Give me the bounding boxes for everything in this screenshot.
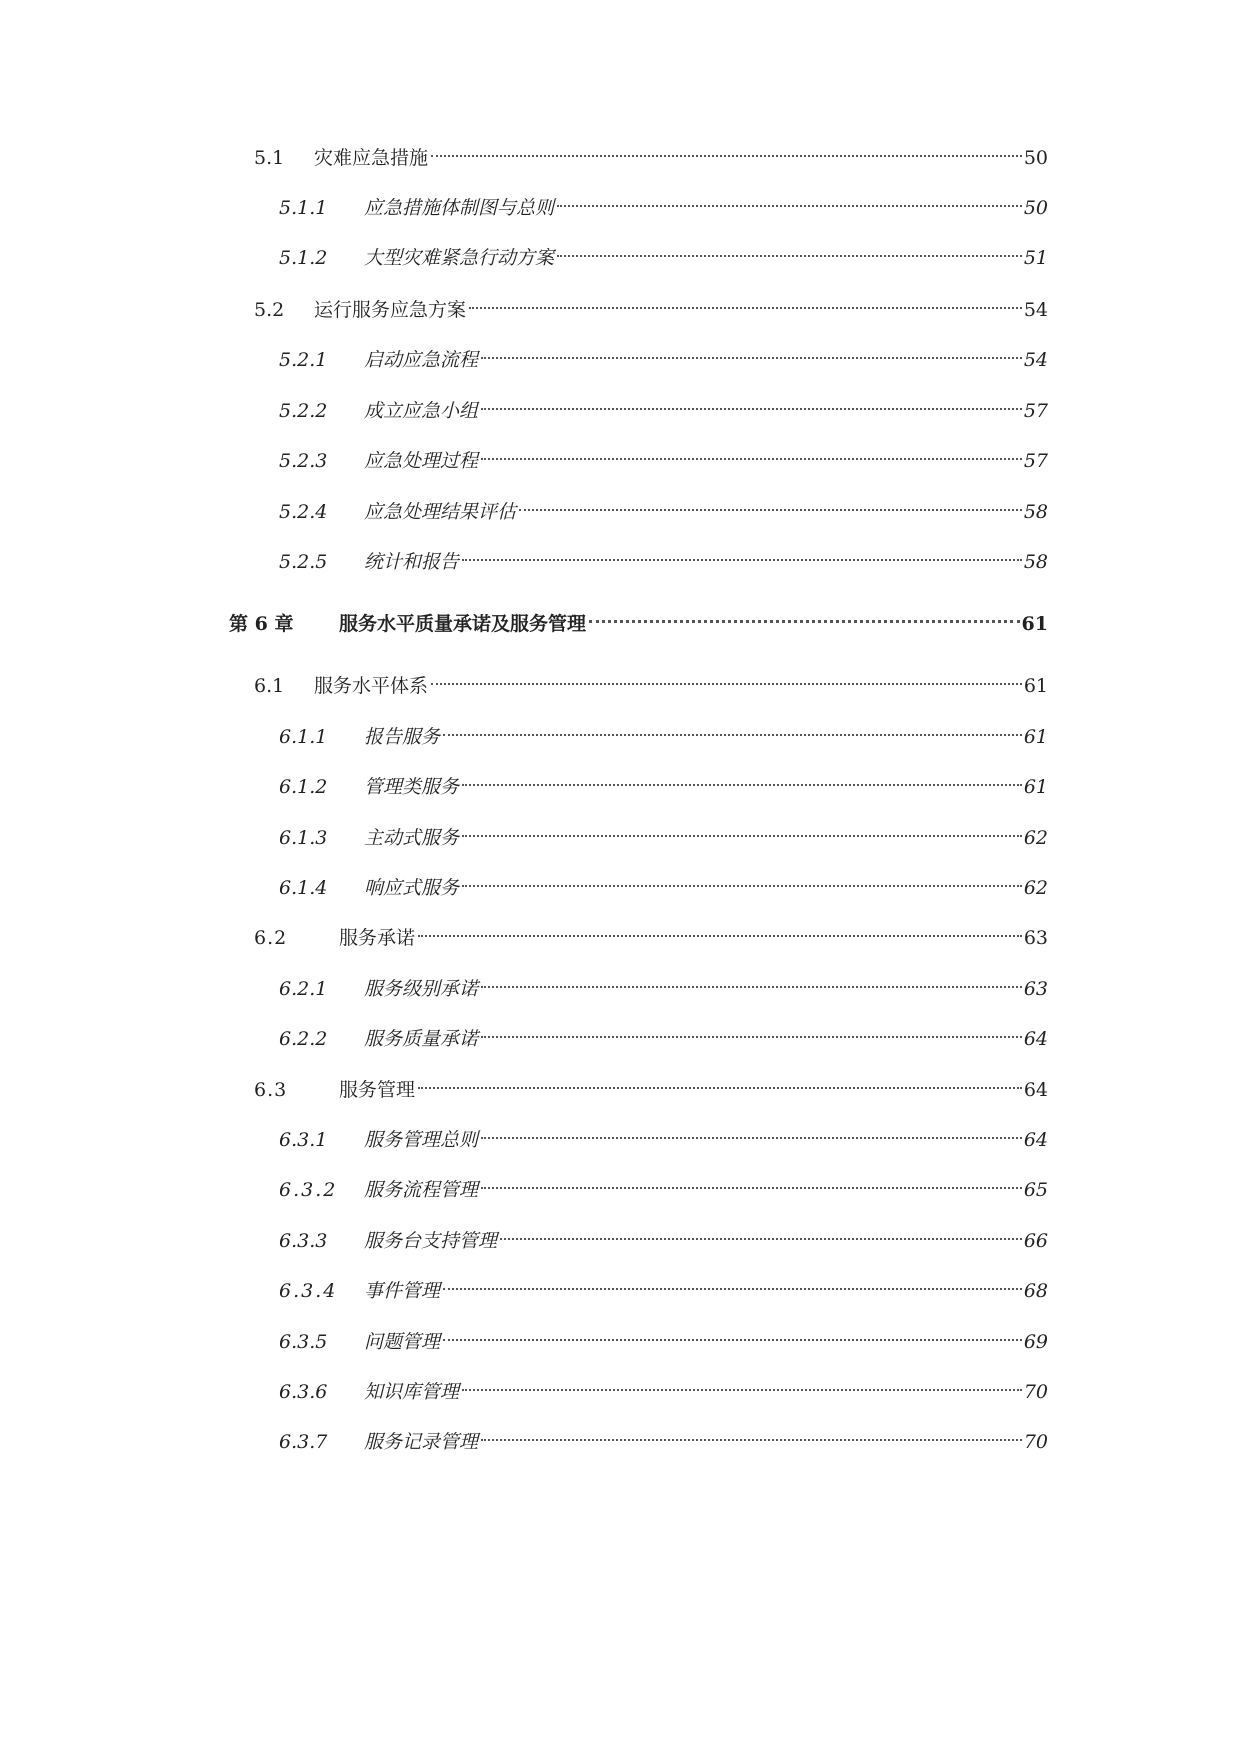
toc-entry-line (364, 396, 1048, 426)
toc-entry-number: 5.2 (254, 299, 285, 321)
toc-entry-title: 管理类服务 (364, 776, 460, 798)
toc-dot-leader (481, 357, 1022, 359)
toc-entry[interactable] (0, 1175, 1241, 1205)
toc-entry-line (364, 193, 1048, 223)
toc-entry-page-number: 70 (1023, 1431, 1048, 1453)
toc-entry-line (314, 295, 1048, 325)
toc-entry-title: 成立应急小组 (364, 400, 479, 422)
toc-entry-page-number: 61 (1021, 613, 1048, 635)
toc-entry-number: 6.1.3 (279, 827, 328, 849)
toc-entry[interactable] (0, 823, 1241, 853)
toc-entry-title: 事件管理 (364, 1280, 441, 1302)
toc-entry-page-number: 63 (1023, 927, 1048, 949)
toc-entry-line (364, 243, 1048, 273)
toc-entry-title: 服务承诺 (339, 927, 416, 949)
toc-dot-leader (462, 885, 1022, 887)
toc-entry-line (364, 873, 1048, 903)
toc-entry-line (314, 143, 1048, 173)
toc-entry[interactable] (0, 1377, 1241, 1407)
toc-dot-leader (519, 509, 1022, 511)
toc-dot-leader (481, 458, 1022, 460)
toc-dot-leader (557, 205, 1022, 207)
toc-entry[interactable] (0, 193, 1241, 223)
toc-entry[interactable] (0, 547, 1241, 577)
toc-entry-line (364, 1175, 1048, 1205)
toc-entry-number: 6.1 (254, 675, 285, 697)
toc-dot-leader (418, 935, 1022, 937)
toc-entry-number: 5.2.3 (279, 450, 328, 472)
toc-entry-number: 6.2.1 (279, 978, 328, 1000)
toc-dot-leader (481, 1187, 1022, 1189)
toc-dot-leader (431, 683, 1022, 685)
toc-entry-title: 服务质量承诺 (364, 1028, 479, 1050)
toc-entry-number: 6.1.4 (279, 877, 328, 899)
toc-entry-number: 6.2.2 (279, 1028, 328, 1050)
toc-entry-line (339, 923, 1048, 953)
toc-entry[interactable] (0, 609, 1241, 639)
toc-entry-page-number: 57 (1023, 450, 1048, 472)
toc-dot-leader (469, 307, 1022, 309)
toc-entry-page-number: 58 (1023, 501, 1048, 523)
toc-entry-line (339, 1075, 1048, 1105)
toc-entry-title: 运行服务应急方案 (314, 299, 467, 321)
toc-entry-page-number: 57 (1023, 400, 1048, 422)
toc-entry-page-number: 54 (1023, 299, 1048, 321)
toc-entry-number: 6.2 (254, 927, 288, 949)
toc-entry-number: 6.1.1 (279, 726, 328, 748)
toc-dot-leader (462, 784, 1022, 786)
toc-entry-line (364, 1024, 1048, 1054)
toc-entry-title: 统计和报告 (364, 551, 460, 573)
toc-dot-leader (481, 408, 1022, 410)
toc-entry-page-number: 61 (1023, 675, 1048, 697)
toc-entry[interactable] (0, 873, 1241, 903)
toc-entry[interactable] (0, 1125, 1241, 1155)
toc-entry-title: 知识库管理 (364, 1381, 460, 1403)
toc-entry-title: 服务管理 (339, 1079, 416, 1101)
toc-entry-page-number: 64 (1023, 1079, 1048, 1101)
toc-entry[interactable] (0, 1024, 1241, 1054)
toc-entry-line (364, 497, 1048, 527)
toc-entry[interactable] (0, 345, 1241, 375)
toc-entry-page-number: 62 (1023, 877, 1048, 899)
toc-entry[interactable] (0, 295, 1241, 325)
toc-entry-title: 问题管理 (364, 1331, 441, 1353)
toc-entry-page-number: 68 (1023, 1280, 1048, 1302)
toc-entry-line (364, 772, 1048, 802)
toc-entry[interactable] (0, 974, 1241, 1004)
toc-entry-title: 应急处理结果评估 (364, 501, 517, 523)
toc-entry-number: 5.2.2 (279, 400, 328, 422)
toc-entry-page-number: 61 (1023, 776, 1048, 798)
toc-dot-leader (589, 620, 1020, 623)
toc-dot-leader (462, 559, 1022, 561)
toc-dot-leader (462, 835, 1022, 837)
toc-entry[interactable] (0, 1327, 1241, 1357)
toc-entry[interactable] (0, 243, 1241, 273)
toc-entry-page-number: 50 (1023, 197, 1048, 219)
toc-entry-page-number: 64 (1023, 1028, 1048, 1050)
toc-entry-number: 6.3 (254, 1079, 288, 1101)
toc-entry-line (364, 1125, 1048, 1155)
toc-entry-page-number: 64 (1023, 1129, 1048, 1151)
toc-entry-page-number: 58 (1023, 551, 1048, 573)
toc-entry-page-number: 62 (1023, 827, 1048, 849)
toc-entry-number: 6.3.7 (279, 1431, 328, 1453)
toc-entry-title: 报告服务 (364, 726, 441, 748)
toc-entry-number: 6.3.3 (279, 1230, 328, 1252)
toc-entry-page-number: 54 (1023, 349, 1048, 371)
toc-entry[interactable] (0, 722, 1241, 752)
toc-entry-number: 6.3.1 (279, 1129, 328, 1151)
toc-entry-number: 6.3.2 (279, 1179, 338, 1201)
toc-entry-number: 5.1.2 (279, 247, 328, 269)
toc-entry-line (364, 446, 1048, 476)
toc-dot-leader (500, 1238, 1022, 1240)
toc-entry-title: 服务级别承诺 (364, 978, 479, 1000)
toc-entry[interactable] (0, 446, 1241, 476)
toc-entry-title: 服务水平质量承诺及服务管理 (339, 613, 587, 635)
toc-entry-line (364, 1427, 1048, 1457)
toc-entry-line (364, 547, 1048, 577)
toc-entry-page-number: 66 (1023, 1230, 1048, 1252)
toc-entry-number: 5.2.1 (279, 349, 328, 371)
toc-entry[interactable] (0, 1427, 1241, 1457)
toc-entry-page-number: 65 (1023, 1179, 1048, 1201)
toc-entry-title: 应急处理过程 (364, 450, 479, 472)
toc-entry-page-number: 69 (1023, 1331, 1048, 1353)
toc-entry-line (314, 671, 1048, 701)
toc-entry-number: 5.2.5 (279, 551, 328, 573)
toc-entry-line (364, 1276, 1048, 1306)
toc-dot-leader (481, 1137, 1022, 1139)
toc-entry-number: 6.3.5 (279, 1331, 328, 1353)
toc-entry-page-number: 51 (1023, 247, 1048, 269)
toc-dot-leader (443, 734, 1022, 736)
toc-entry-line (364, 1327, 1048, 1357)
toc-entry[interactable] (0, 396, 1241, 426)
toc-entry-title: 主动式服务 (364, 827, 460, 849)
toc-entry-number: 5.2.4 (279, 501, 328, 523)
toc-dot-leader (557, 255, 1022, 257)
toc-entry[interactable] (0, 143, 1241, 173)
toc-entry[interactable] (0, 923, 1241, 953)
toc-entry-title: 服务记录管理 (364, 1431, 479, 1453)
toc-entry[interactable] (0, 772, 1241, 802)
toc-entry-title: 响应式服务 (364, 877, 460, 899)
toc-dot-leader (481, 986, 1022, 988)
toc-entry-line (339, 609, 1048, 639)
toc-entry-number: 6.3.4 (279, 1280, 338, 1302)
toc-entry-title: 启动应急流程 (364, 349, 479, 371)
toc-dot-leader (481, 1036, 1022, 1038)
toc-entry-line (364, 722, 1048, 752)
toc-entry-line (364, 974, 1048, 1004)
toc-entry-number: 第 6 章 (229, 613, 294, 635)
toc-entry-number: 5.1 (254, 147, 285, 169)
toc-entry-page-number: 70 (1023, 1381, 1048, 1403)
toc-entry-title: 服务水平体系 (314, 675, 429, 697)
toc-entry-title: 应急措施体制图与总则 (364, 197, 555, 219)
toc-entry-title: 灾难应急措施 (314, 147, 429, 169)
toc-entry-title: 服务台支持管理 (364, 1230, 498, 1252)
toc-dot-leader (418, 1087, 1022, 1089)
toc-entry-title: 服务管理总则 (364, 1129, 479, 1151)
toc-entry-page-number: 50 (1023, 147, 1048, 169)
toc-entry-line (364, 823, 1048, 853)
toc-entry-line (364, 345, 1048, 375)
toc-entry-page-number: 61 (1023, 726, 1048, 748)
toc-entry-title: 服务流程管理 (364, 1179, 479, 1201)
toc-entry-number: 5.1.1 (279, 197, 328, 219)
toc-dot-leader (431, 155, 1022, 157)
toc-entry-page-number: 63 (1023, 978, 1048, 1000)
toc-entry-number: 6.1.2 (279, 776, 328, 798)
toc-dot-leader (481, 1439, 1022, 1441)
toc-entry-title: 大型灾难紧急行动方案 (364, 247, 555, 269)
toc-entry[interactable] (0, 1075, 1241, 1105)
toc-entry-line (364, 1226, 1048, 1256)
toc-dot-leader (443, 1288, 1022, 1290)
toc-entry[interactable] (0, 1226, 1241, 1256)
toc-entry-number: 6.3.6 (279, 1381, 328, 1403)
toc-entry[interactable] (0, 497, 1241, 527)
toc-dot-leader (462, 1389, 1022, 1391)
toc-entry[interactable] (0, 671, 1241, 701)
toc-entry[interactable] (0, 1276, 1241, 1306)
toc-entry-line (364, 1377, 1048, 1407)
toc-dot-leader (443, 1339, 1022, 1341)
